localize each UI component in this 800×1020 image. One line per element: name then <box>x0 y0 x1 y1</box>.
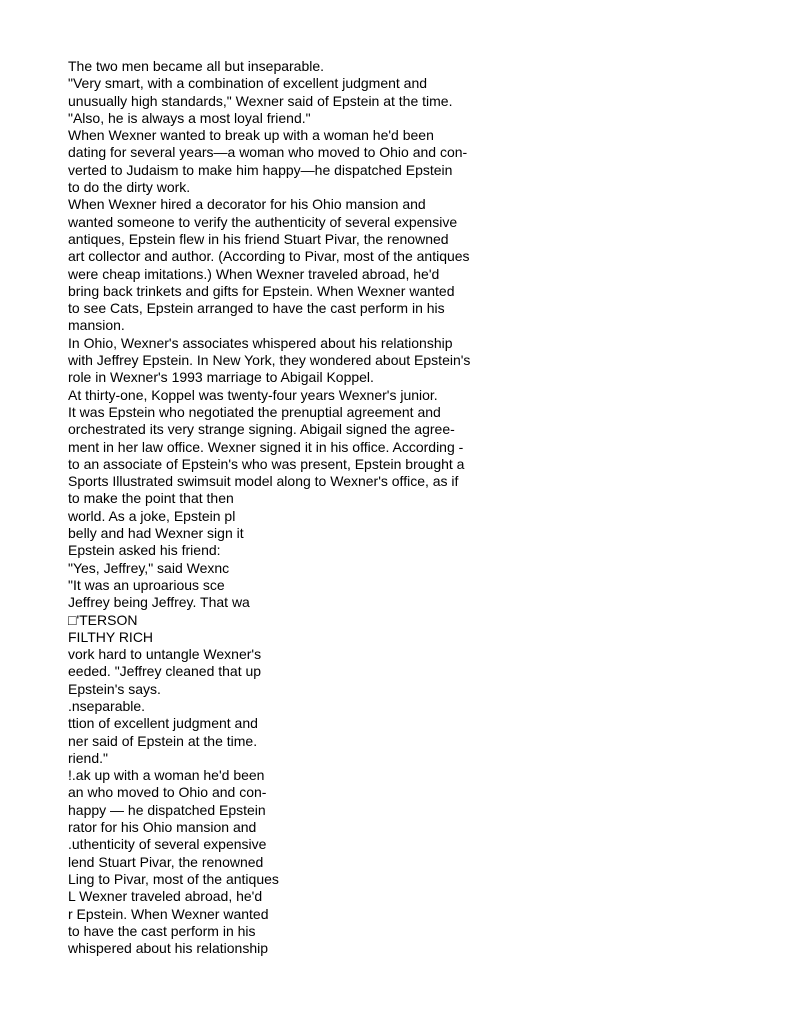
text-line: vork hard to untangle Wexner's <box>68 646 262 663</box>
text-line: FILTHY RICH <box>68 628 154 645</box>
text-line: verted to Judaism to make him happy—he dispatched Epstein <box>68 161 453 178</box>
text-line: orchestrated its very strange signing. Abigail signed the agree- <box>68 421 455 438</box>
text-line: rator for his Ohio mansion and <box>68 819 257 836</box>
text-line: belly and had Wexner sign it <box>68 525 244 542</box>
text-line: !.ak up with a woman he'd been <box>68 767 265 784</box>
text-line: Sports Illustrated swimsuit model along to Wexner's office, as if <box>68 473 459 490</box>
text-line: to an associate of Epstein's who was present, Epstein brought a <box>68 455 465 472</box>
text-line: antiques, Epstein flew in his friend Stuart Pivar, the renowned <box>68 230 449 247</box>
text-line: unusually high standards," Wexner said of Epstein at the time. <box>68 92 453 109</box>
text-line: Jeffrey being Jeffrey. That wa <box>68 594 250 611</box>
text-line: art collector and author. (According to Pivar, most of the antiques <box>68 248 470 265</box>
text-line: bring back trinkets and gifts for Epstein. When Wexner wanted <box>68 282 455 299</box>
text-line: happy — he dispatched Epstein <box>68 801 266 818</box>
text-line: lend Stuart Pivar, the renowned <box>68 853 264 870</box>
text-line: ner said of Epstein at the time. <box>68 732 258 749</box>
text-line: wanted someone to verify the authenticity of several expensive <box>68 213 458 230</box>
text-lines <box>68 58 768 957</box>
text-line: Epstein asked his friend: <box>68 542 221 559</box>
text-line: role in Wexner's 1993 marriage to Abigail Koppel. <box>68 369 374 386</box>
text-line: At thirty-one, Koppel was twenty-four years Wexner's junior. <box>68 386 438 403</box>
text-line: "It was an uproarious sce <box>68 576 225 593</box>
text-line: eeded. "Jeffrey cleaned that up <box>68 663 262 680</box>
text-line: with Jeffrey Epstein. In New York, they wondered about Epstein's <box>68 352 471 369</box>
text-line: to see Cats, Epstein arranged to have the cast perform in his <box>68 300 445 317</box>
text-line: were cheap imitations.) When Wexner traveled abroad, he'd <box>68 265 440 282</box>
text-line: to have the cast perform in his <box>68 922 256 939</box>
text-line: The two men became all but inseparable. <box>68 58 325 74</box>
text-line: In Ohio, Wexner's associates whispered about his relationship <box>68 334 453 351</box>
text-line: "Also, he is always a most loyal friend." <box>68 109 311 126</box>
text-line: whispered about his relationship <box>68 940 269 957</box>
text-line: L Wexner traveled abroad, he'd <box>68 888 263 905</box>
text-line: Epstein's says. <box>68 680 161 697</box>
text-line: world. As a joke, Epstein pl <box>68 507 236 524</box>
text-line: dating for several years—a woman who moved to Ohio and con- <box>68 144 468 161</box>
text-line: It was Epstein who negotiated the prenuptial agreement and <box>68 403 441 420</box>
text-line: When Wexner wanted to break up with a woman he'd been <box>68 127 434 144</box>
text-line: ttion of excellent judgment and <box>68 715 258 732</box>
text-line: r Epstein. When Wexner wanted <box>68 905 269 922</box>
text-line: to make the point that then <box>68 490 234 507</box>
text-line: an who moved to Ohio and con- <box>68 784 267 801</box>
document-body <box>68 58 768 957</box>
text-line: .uthenticity of several expensive <box>68 836 267 853</box>
text-line: When Wexner hired a decorator for his Ohio mansion and <box>68 196 426 213</box>
text-line: ment in her law office. Wexner signed it in his office. According - <box>68 438 464 455</box>
text-line: "Very smart, with a combination of excellent judgment and <box>68 75 428 92</box>
text-line: □'TERSON <box>68 611 138 628</box>
text-line: Ling to Pivar, most of the antiques <box>68 870 279 887</box>
text-line: "Yes, Jeffrey," said Wexnc <box>68 559 230 576</box>
text-line: .nseparable. <box>68 697 146 714</box>
text-line: mansion. <box>68 317 125 334</box>
text-line: to do the dirty work. <box>68 179 191 196</box>
text-line: riend." <box>68 749 108 766</box>
